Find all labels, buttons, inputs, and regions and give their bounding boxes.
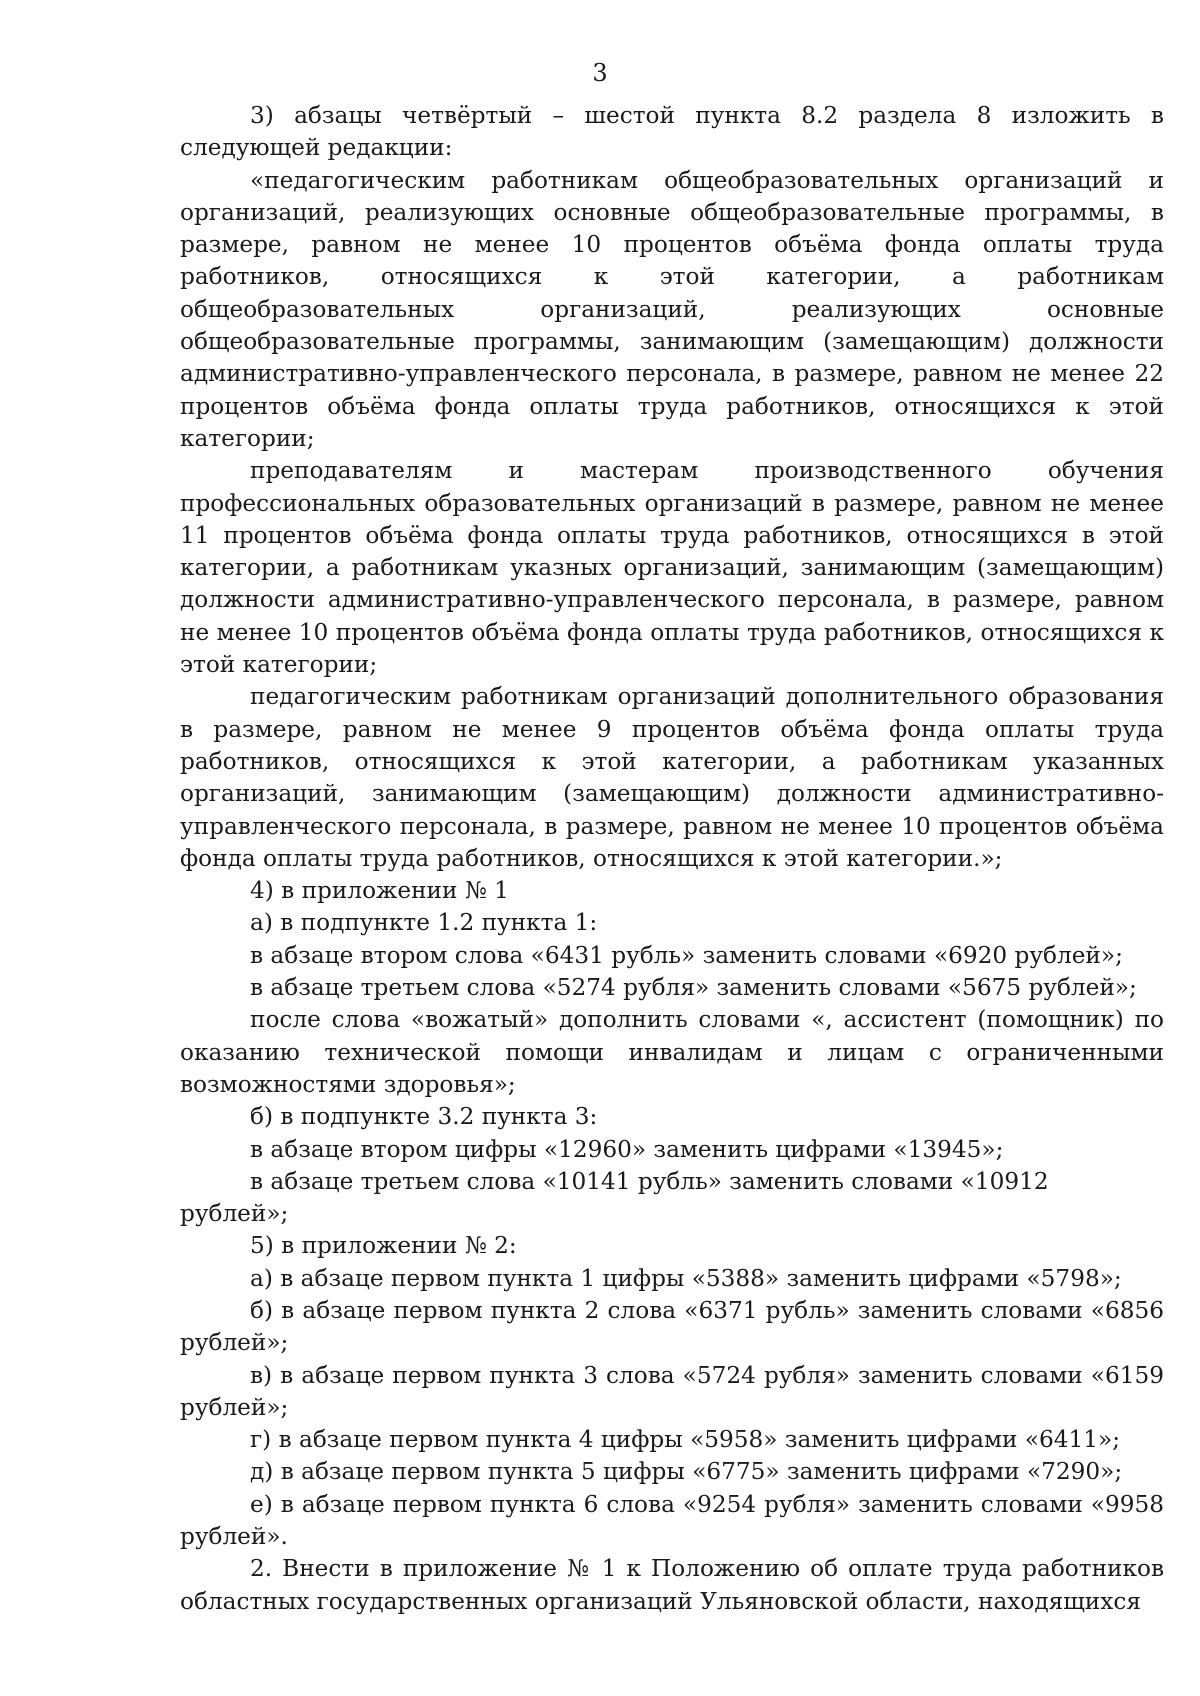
paragraph-9254: е) в абзаце первом пункта 6 слова «9254 рубля» заменить словами «9958 рублей». bbox=[180, 1490, 1164, 1551]
document-body bbox=[180, 100, 1164, 1618]
paragraph-5388: а) в абзаце первом пункта 1 цифры «5388» заменить цифрами «5798»; bbox=[250, 1264, 1122, 1292]
paragraph-item-4: 4) в приложении № 1 bbox=[250, 877, 509, 905]
paragraph-item-3: 3) абзацы четвёртый – шестой пункта 8.2 раздела 8 изложить в следующей редакции: bbox=[180, 102, 1164, 162]
paragraph-5958: г) в абзаце первом пункта 4 цифры «5958» заменить цифрами «6411»; bbox=[250, 1426, 1121, 1454]
paragraph-6775: д) в абзаце первом пункта 5 цифры «6775» заменить цифрами «7290»; bbox=[250, 1458, 1123, 1486]
paragraph-third-abzac: в абзаце третьем слова «5274 рубля» заменить словами «5675 рублей»; bbox=[250, 974, 1137, 1002]
paragraph-after-vozhatyi: после слова «вожатый» дополнить словами «, ассистент (помощник) по оказанию технической помощи инвалидам и лицам с ограниченными возможностями здоровья»; bbox=[180, 1006, 1164, 1098]
paragraph-10141: в абзаце третьем слова «10141 рубль» заменить словами «10912 рублей»; bbox=[180, 1167, 1049, 1228]
paragraph-6371: б) в абзаце первом пункта 2 слова «6371 рубль» заменить словами «6856 рублей»; bbox=[180, 1296, 1164, 1357]
paragraph-item-5: 5) в приложении № 2: bbox=[250, 1232, 517, 1260]
paragraph-vocational-teachers: преподавателям и мастерам производственного обучения профессиональных образовательных организаций в размере, равном не менее 11 процентов объёма фонда оплаты труда работников, относящихся в этой категории, а работникам указных организаций, занимающим (замещающим) должности административно-управленческого персонала, в размере, равном не менее 10 процентов объёма фонда оплаты труда работников, относящихся к этой категории; bbox=[180, 457, 1164, 679]
paragraph-12960: в абзаце втором цифры «12960» заменить цифрами «13945»; bbox=[250, 1135, 1004, 1163]
paragraph-section-2: 2. Внести в приложение № 1 к Положению об оплате труда работников областных государственных организаций Ульяновской области, находящихся bbox=[180, 1555, 1164, 1615]
paragraph-teachers-general-education: «педагогическим работникам общеобразовательных организаций и организаций, реализующих основные общеобразовательные программы, в размере, равном не менее 10 процентов объёма фонда оплаты труда работников, относящихся к этой категории, а работникам общеобразовательных организаций, реализующих основные общеобразовательные программы, занимающим (замещающим) должности административно-управленческого персонала, в размере, равном не менее 22 процентов объёма фонда оплаты труда работников, относящихся к этой категории; bbox=[180, 166, 1164, 452]
paragraph-subitem-b: б) в подпункте 3.2 пункта 3: bbox=[250, 1103, 598, 1131]
paragraph-5724: в) в абзаце первом пункта 3 слова «5724 рубля» заменить словами «6159 рублей»; bbox=[180, 1361, 1164, 1421]
page-number: 3 bbox=[592, 59, 608, 87]
paragraph-subitem-a: а) в подпункте 1.2 пункта 1: bbox=[250, 909, 598, 937]
paragraph-second-abzac: в абзаце втором слова «6431 рубль» заменить словами «6920 рублей»; bbox=[250, 941, 1123, 969]
paragraph-additional-education: педагогическим работникам организаций дополнительного образования в размере, равном не менее 9 процентов объёма фонда оплаты труда работников, относящихся к этой категории, а работникам указанных организаций, занимающим (замещающим) должности административно-управленческого персонала, в размере, равном не менее 10 процентов объёма фонда оплаты труда работников, относящихся к этой категории.»; bbox=[180, 683, 1164, 872]
